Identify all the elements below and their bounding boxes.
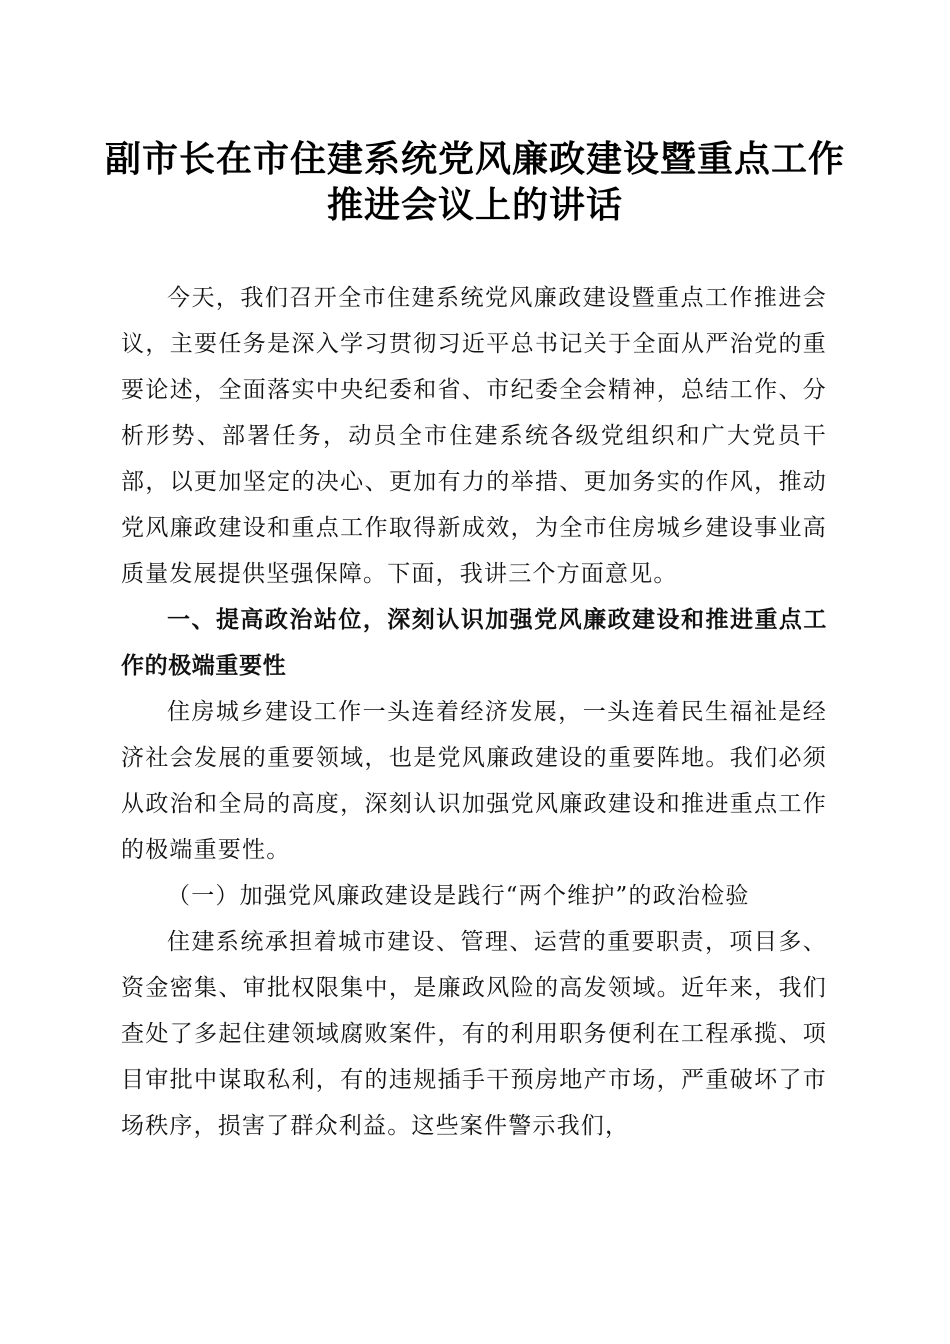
- section-1-paragraph: 住房城乡建设工作一头连着经济发展，一头连着民生福祉是经济社会发展的重要领域，也是党风廉政建设的重要阵地。我们必须从政治和全局的高度，深刻认识加强党风廉政建设和推进重点工作的极端重要性。: [121, 699, 827, 863]
- subsection-heading-1: （一）加强党风廉政建设是践行“两个维护”的政治检验: [167, 883, 750, 909]
- intro-paragraph: 今天，我们召开全市住建系统党风廉政建设暨重点工作推进会议，主要任务是深入学习贯彻习近平总书记关于全面从严治党的重要论述，全面落实中央纪委和省、市纪委全会精神，总结工作、分析形势、部署任务，动员全市住建系统各级党组织和广大党员干部，以更加坚定的决心、更加有力的举措、更加务实的作风，推动党风廉政建设和重点工作取得新成效，为全市住房城乡建设事业高质量发展提供坚强保障。下面，我讲三个方面意见。: [121, 285, 827, 587]
- document-title-line-2: 推进会议上的讲话: [326, 184, 623, 226]
- document-body: [121, 275, 827, 1149]
- document-title-line-1: 副市长在市住建系统党风廉政建设暨重点工作: [104, 138, 845, 180]
- section-heading-1: 一、提高政治站位，深刻认识加强党风廉政建设和推进重点工作的极端重要性: [121, 607, 827, 679]
- subsection-1-paragraph: 住建系统承担着城市建设、管理、运营的重要职责，项目多、资金密集、审批权限集中，是廉政风险的高发领域。近年来，我们查处了多起住建领域腐败案件，有的利用职务便利在工程承揽、项目审批中谋取私利，有的违规插手干预房地产市场，严重破坏了市场秩序，损害了群众利益。这些案件警示我们，: [121, 929, 827, 1139]
